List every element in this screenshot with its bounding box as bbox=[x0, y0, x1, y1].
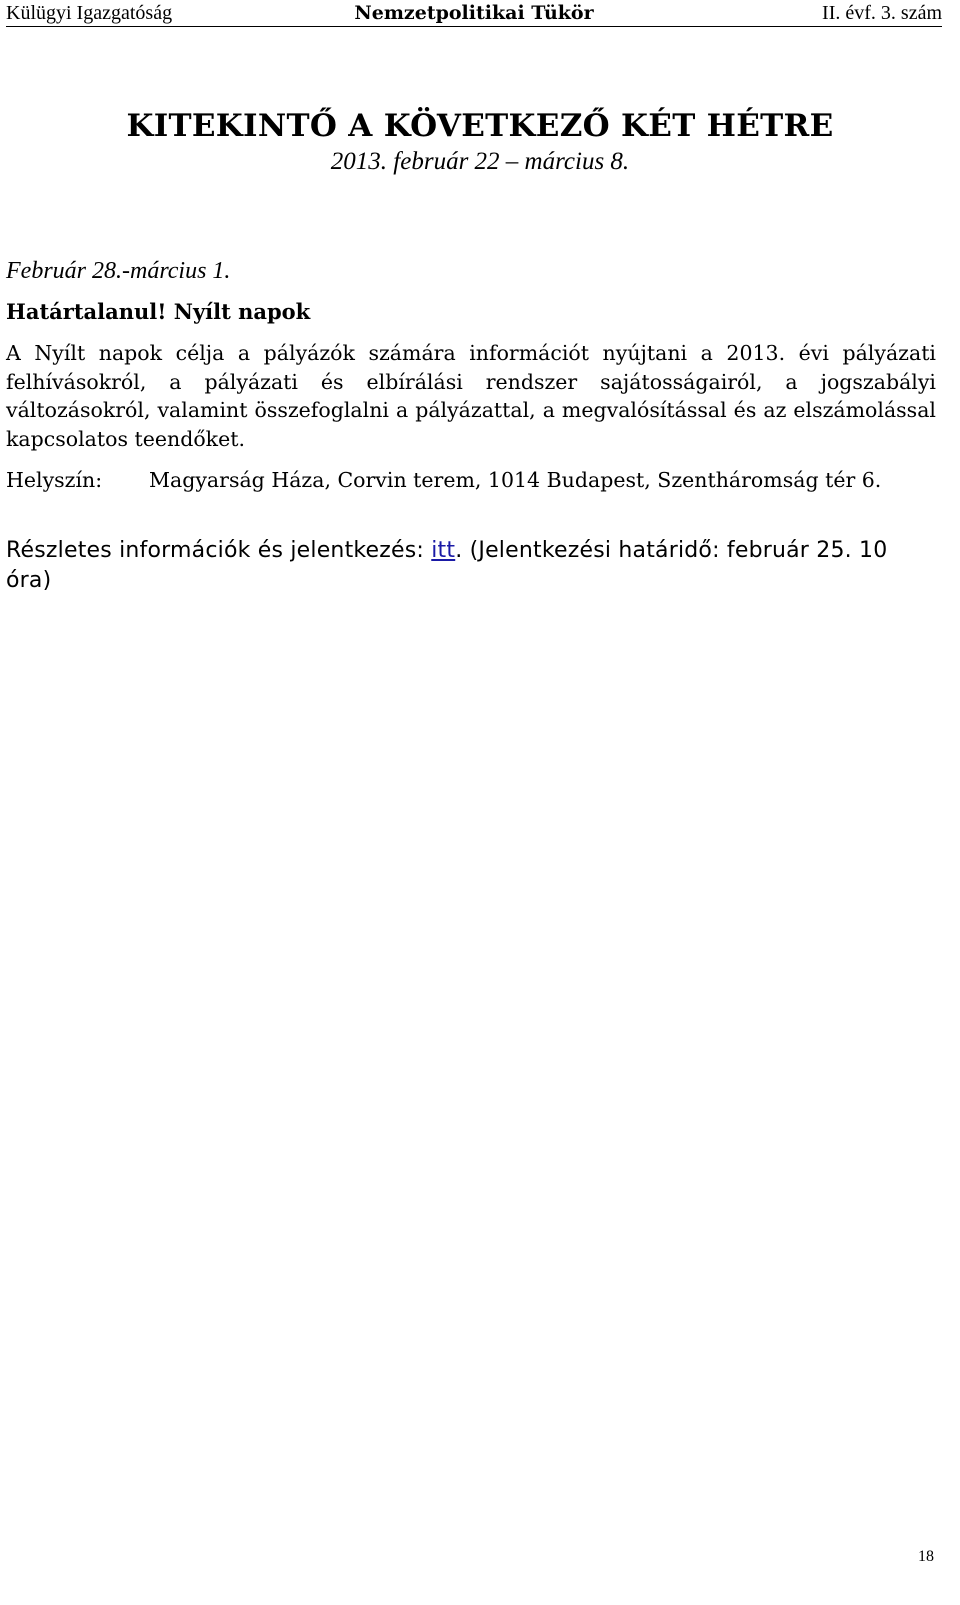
header-issue: II. évf. 3. szám bbox=[822, 2, 942, 24]
details-suffix: . (Jelentkezési határidő: február 25. 10 óra) bbox=[6, 538, 888, 593]
event-description: A Nyílt napok célja a pályázók számára információt nyújtani a 2013. évi pályázati felhívásokról, a pályázati és elbírálási rendszer sajátosságairól, a jogszabályi változásokról, valamint összefoglalni a pályázattal, a megvalósítással és az elszámolással kapcsolatos teendőket. bbox=[6, 341, 936, 451]
location-value: Magyarság Háza, Corvin terem, 1014 Budapest, Szentháromság tér 6. bbox=[149, 468, 882, 492]
page-number: 18 bbox=[918, 1548, 934, 1565]
event-details bbox=[6, 536, 936, 596]
details-link[interactable]: itt bbox=[431, 538, 456, 563]
event-date: Február 28.-március 1. bbox=[6, 258, 231, 284]
section-title: KITEKINTŐ A KÖVETKEZŐ KÉT HÉTRE bbox=[126, 108, 834, 144]
location-label: Helyszín: bbox=[6, 468, 103, 492]
page-header bbox=[6, 0, 942, 27]
header-organization: Külügyi Igazgatóság bbox=[6, 2, 173, 24]
event-location bbox=[6, 466, 936, 495]
section-date-range: 2013. február 22 – március 8. bbox=[330, 148, 630, 175]
details-prefix: Részletes információk és jelentkezés: bbox=[6, 538, 432, 563]
event-title: Határtalanul! Nyílt napok bbox=[6, 299, 311, 324]
header-publication-title: Nemzetpolitikai Tükör bbox=[354, 2, 594, 24]
